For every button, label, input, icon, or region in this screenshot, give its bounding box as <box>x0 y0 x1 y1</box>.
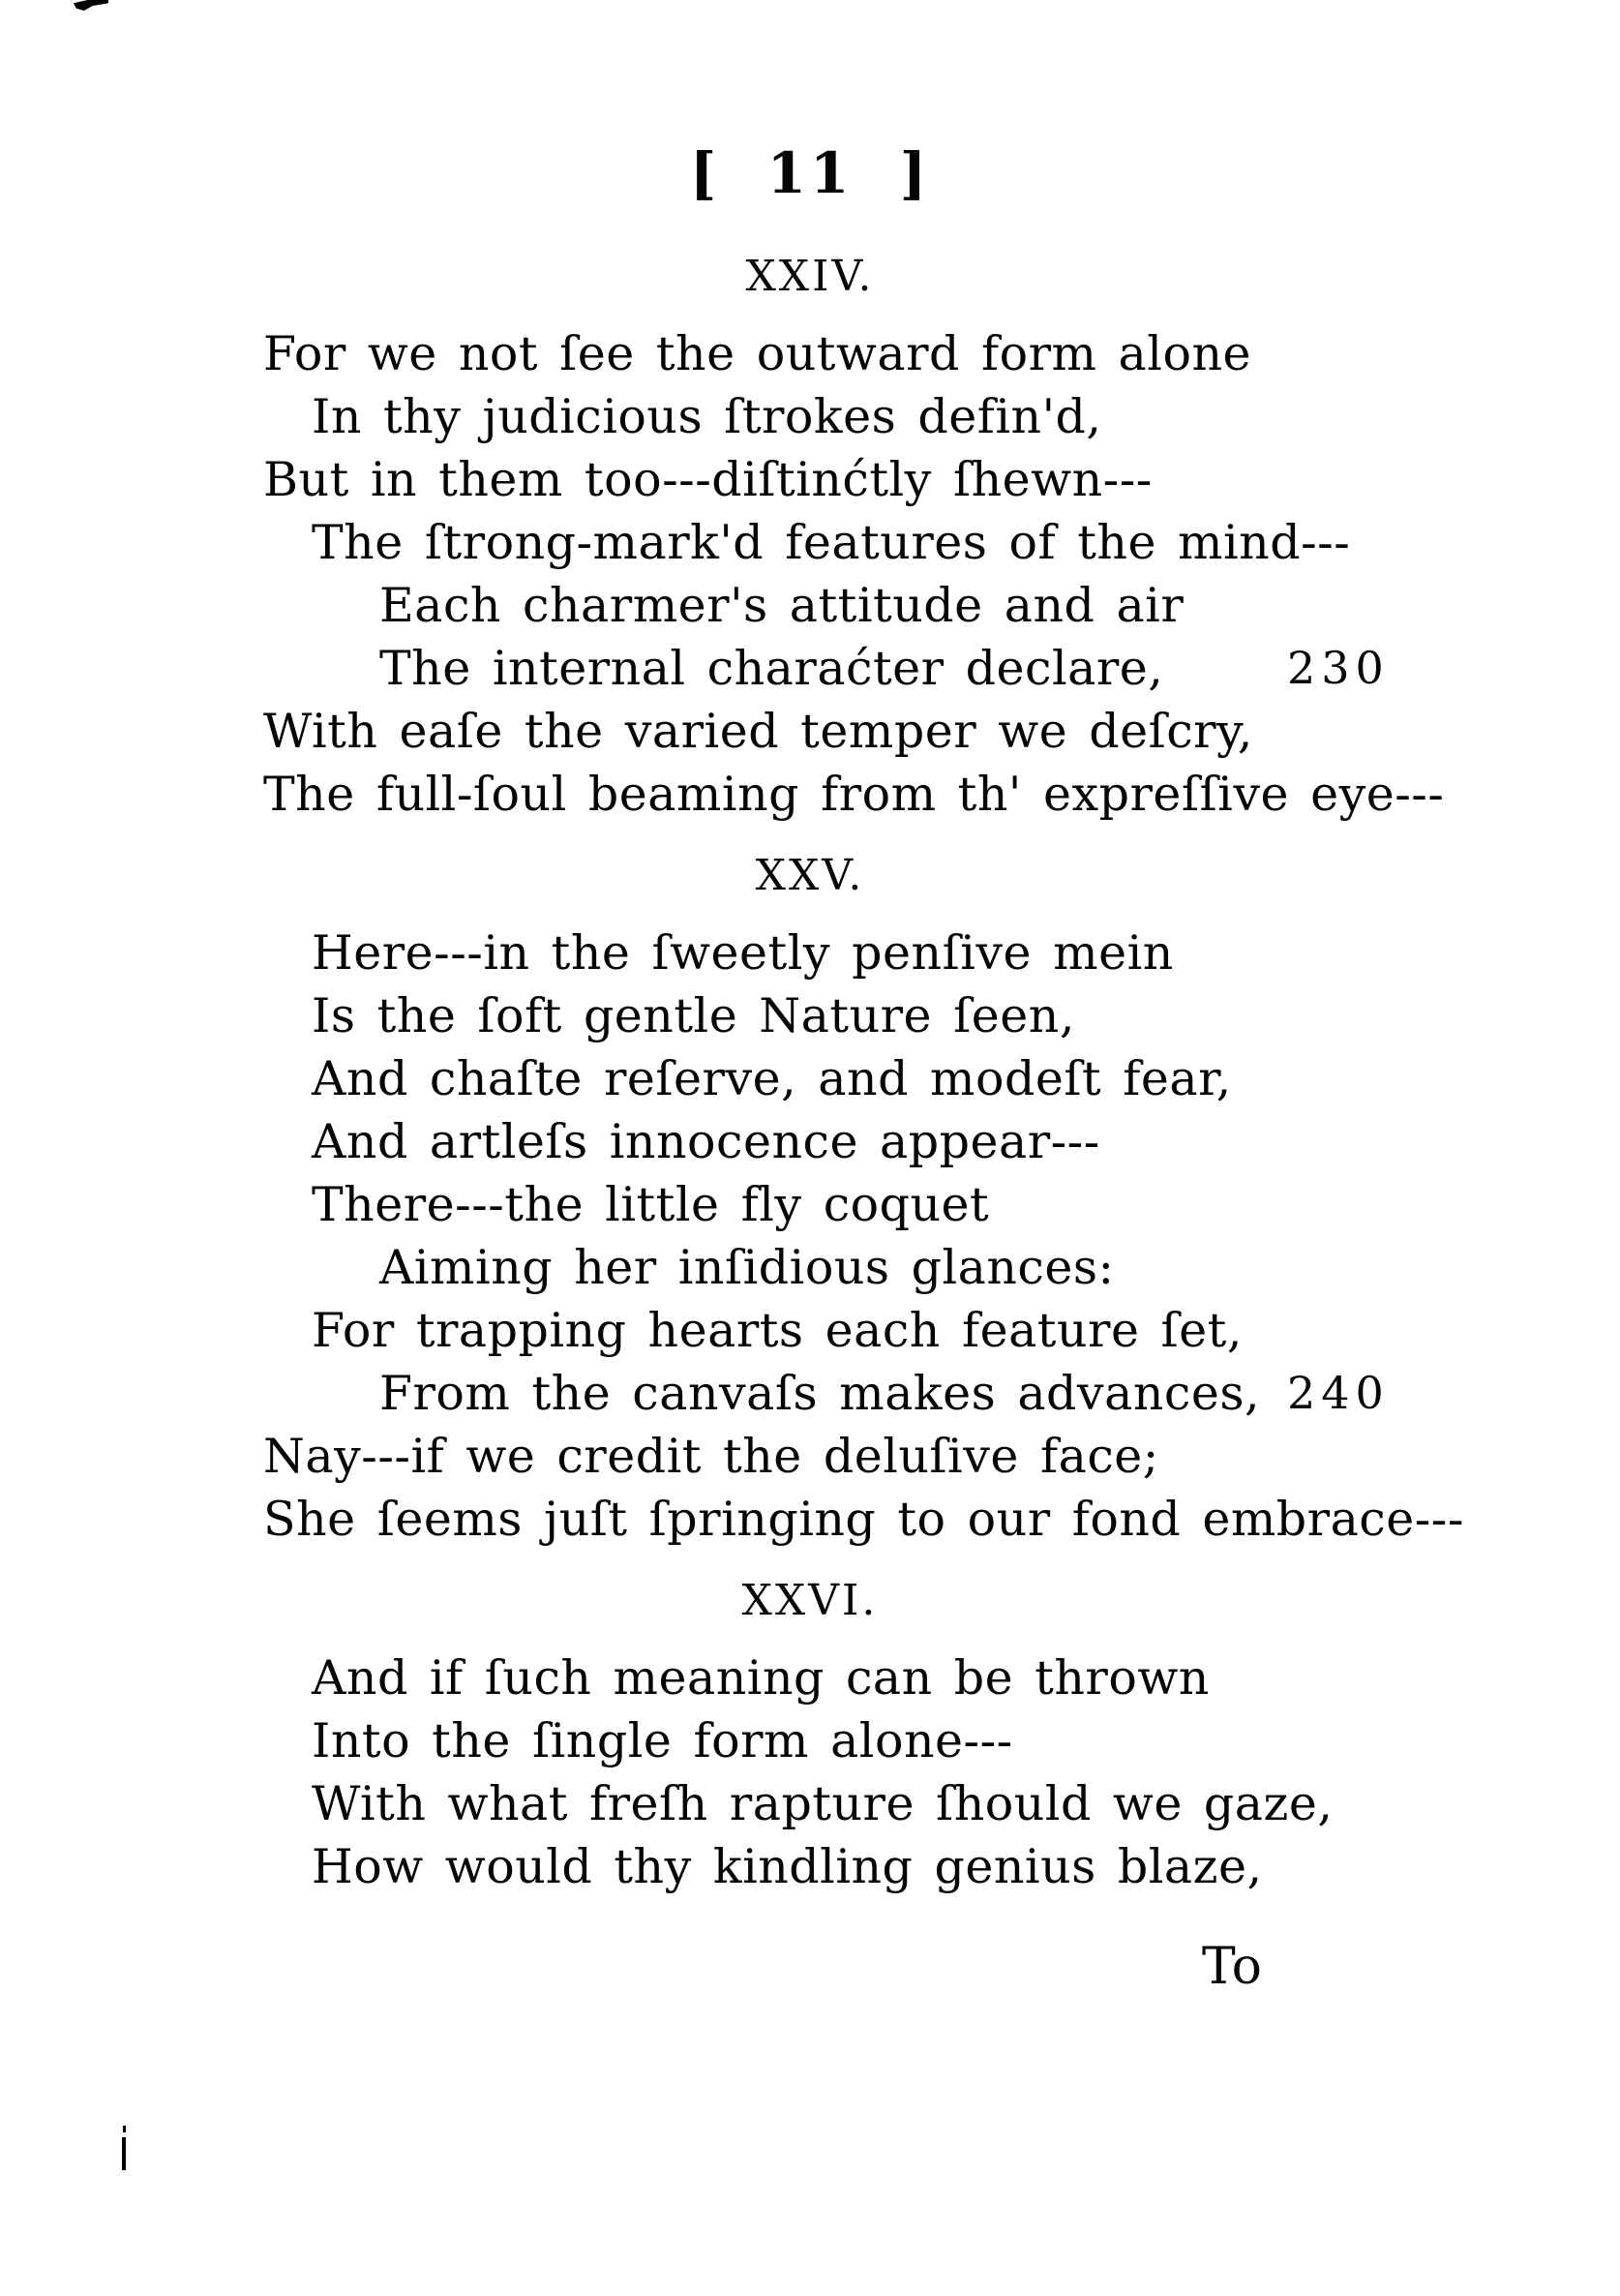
poem-line-text: With what freſh rapture ſhould we gaze, <box>312 1776 1334 1831</box>
poem-line-text: How would thy kindling genius blaze, <box>312 1839 1263 1894</box>
stanza-lines <box>0 322 1620 826</box>
poem-line-text: Into the ſingle form alone--- <box>312 1713 1013 1768</box>
poem-line <box>0 1047 1620 1110</box>
stanza <box>0 851 1620 1551</box>
poem-line <box>0 1772 1620 1835</box>
poem-line-text: There---the little fly coquet <box>312 1177 990 1232</box>
poem-line-text: And chaſte reſerve, and modeſt fear, <box>312 1051 1232 1106</box>
poem-line <box>0 1488 1620 1551</box>
poem-line-text: But in them too---diſtinćtly ſhewn--- <box>263 452 1153 507</box>
poem-line <box>0 1425 1620 1488</box>
poem-line <box>0 1236 1620 1299</box>
poem-line-text: Is the ſoft gentle Nature ſeen, <box>312 988 1075 1043</box>
poem-line <box>0 921 1620 984</box>
poem-line <box>0 574 1620 637</box>
ink-dot-artifact <box>123 2126 126 2132</box>
stanza-number: XXV. <box>755 851 865 900</box>
poem-line <box>0 637 1620 700</box>
poem-line <box>0 385 1620 448</box>
poem-line-text: She ſeems juſt ſpringing to our fond embrace--- <box>263 1492 1464 1547</box>
stanza-lines <box>0 1646 1620 1898</box>
poem-line <box>0 1646 1620 1709</box>
poem-line <box>0 700 1620 763</box>
ink-stroke-artifact <box>122 2137 126 2170</box>
poem-line <box>0 1173 1620 1236</box>
poem <box>0 252 1620 1898</box>
stanza <box>0 1576 1620 1898</box>
poem-line <box>0 1835 1620 1898</box>
page-number: [ 11 ] <box>689 140 931 206</box>
poem-line-text: In thy judicious ſtrokes defin'd, <box>312 389 1102 444</box>
stanza-number: XXIV. <box>745 252 875 301</box>
poem-line-text: Here---in the ſweetly penſive mein <box>312 925 1174 981</box>
poem-line <box>0 1362 1620 1425</box>
poem-line-text: And if ſuch meaning can be thrown <box>312 1650 1210 1706</box>
ink-blot-artifact <box>74 0 108 11</box>
poem-line-text: The internal charaćter declare, <box>379 641 1164 696</box>
poem-line-text: Each charmer's attitude and air <box>379 578 1185 633</box>
poem-line-text: Aiming her inſidious glances: <box>379 1240 1115 1295</box>
poem-line <box>0 984 1620 1047</box>
stanza-number: XXVI. <box>741 1576 879 1625</box>
poem-line-text: For we not ſee the outward form alone <box>263 326 1252 381</box>
stanza-lines <box>0 921 1620 1551</box>
poem-line <box>0 1709 1620 1772</box>
poem-line-text: The full-ſoul beaming from th' expreſſive eye--- <box>263 767 1445 822</box>
stanza <box>0 252 1620 826</box>
poem-line <box>0 1299 1620 1362</box>
line-number: 240 <box>1287 1367 1390 1419</box>
poem-line <box>0 511 1620 574</box>
line-number: 230 <box>1287 642 1390 694</box>
poem-line <box>0 763 1620 826</box>
poem-line <box>0 322 1620 385</box>
poem-line <box>0 448 1620 511</box>
poem-line-text: With eaſe the varied temper we deſcry, <box>263 704 1253 759</box>
poem-line-text: For trapping hearts each feature ſet, <box>312 1303 1243 1358</box>
poem-line <box>0 1110 1620 1173</box>
poem-line-text: And artleſs innocence appear--- <box>312 1114 1100 1169</box>
poem-line-text: Nay---if we credit the deluſive face; <box>263 1429 1159 1484</box>
catchword: To <box>1202 1938 1262 1996</box>
poem-line-text: The ſtrong-mark'd features of the mind--- <box>312 515 1351 570</box>
poem-line-text: From the canvaſs makes advances, <box>379 1366 1261 1421</box>
